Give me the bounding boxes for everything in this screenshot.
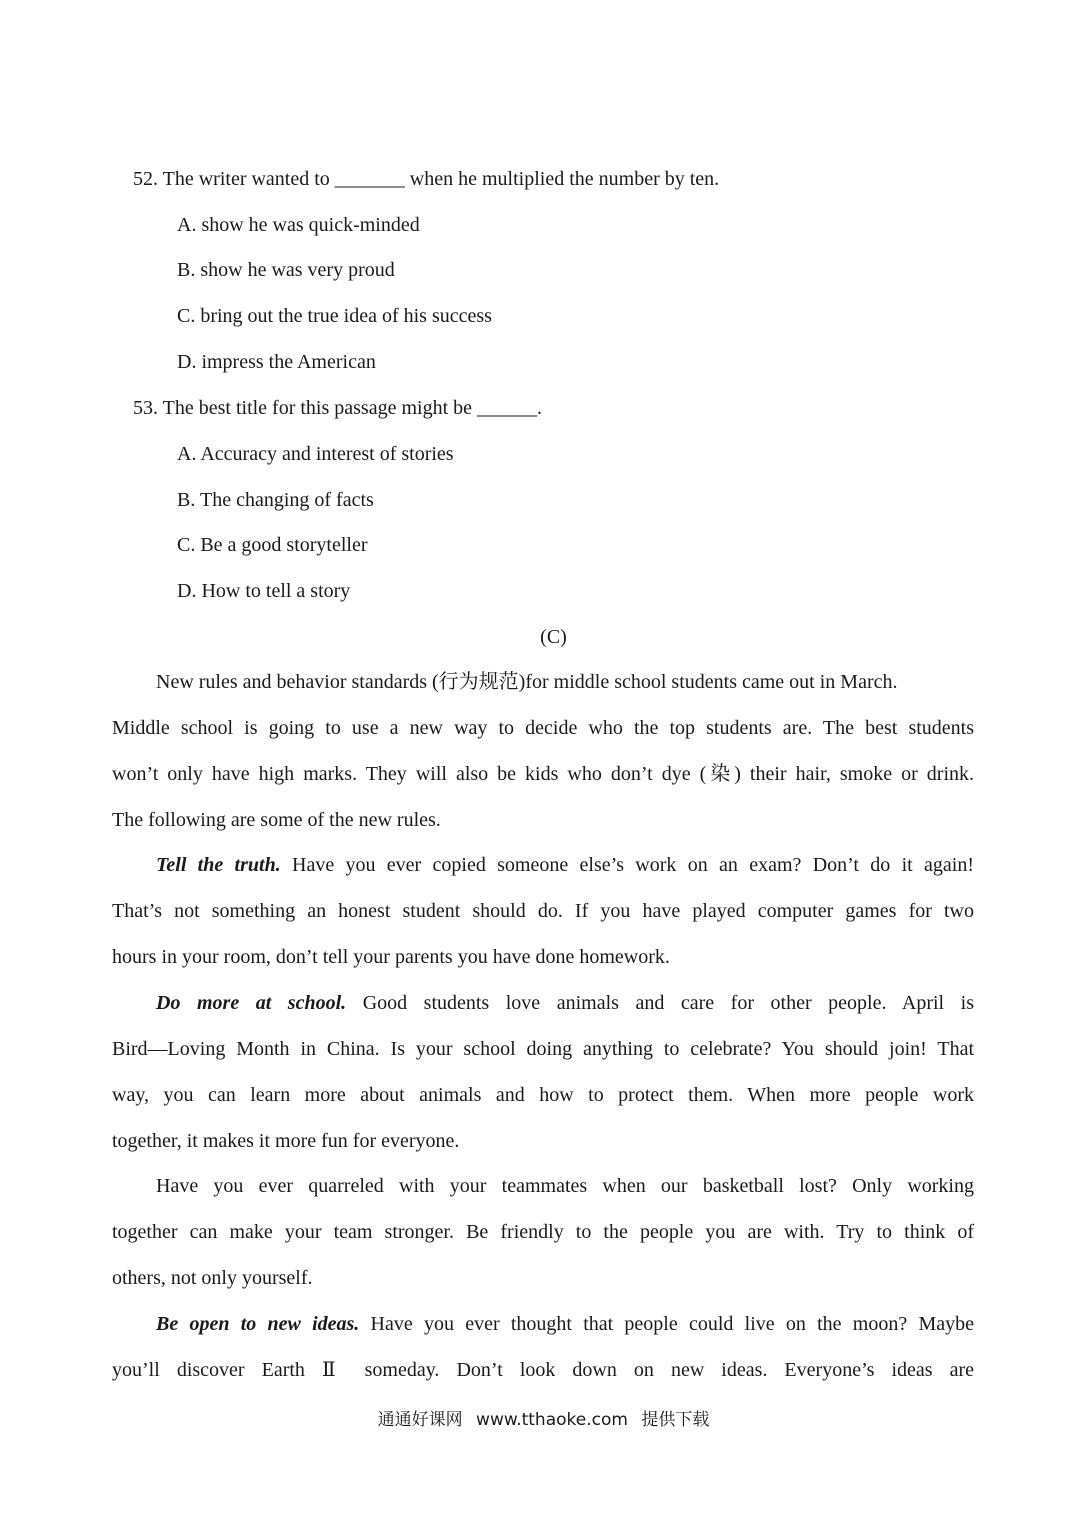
passage-paragraph-3 (112, 980, 974, 1164)
passage-p1-line-3: won’t only have high marks. They will also be kids who don’t dye (染) their hair, smoke or drink. (112, 763, 974, 785)
footer-site-name: 通通好课网 (377, 1410, 463, 1430)
passage-p5-line-2: you’ll discover Earth Ⅱ someday. Don’t look down on new ideas. Everyone’s ideas are (112, 1359, 974, 1381)
page-footer (0, 1409, 1087, 1431)
passage-p2-line-1 (112, 842, 974, 888)
passage-p4-line-3: others, not only yourself. (112, 1267, 313, 1289)
passage-p2-line-1-text: Have you ever copied someone else’s work on an exam? Don’t do it again! (280, 854, 974, 876)
question-52-option-c: C. bring out the true idea of his success (177, 305, 492, 327)
passage-paragraph-2 (112, 842, 974, 980)
passage-paragraph-4 (112, 1163, 974, 1301)
passage-p3-lead: Do more at school. (156, 992, 347, 1014)
passage-p2-line-3: hours in your room, don’t tell your parents you have done homework. (112, 946, 670, 968)
question-53-option-d: D. How to tell a story (177, 580, 351, 602)
question-53-option-a: A. Accuracy and interest of stories (177, 443, 454, 465)
footer-suffix: 提供下载 (641, 1410, 710, 1430)
question-53-option-c: C. Be a good storyteller (177, 534, 368, 556)
passage-p4-line-1: Have you ever quarreled with your teammates when our basketball lost? Only working (156, 1175, 974, 1197)
passage-p2-line-2: That’s not something an honest student should do. If you have played computer games for two (112, 900, 974, 922)
passage-p1-line-4: The following are some of the new rules. (112, 809, 441, 831)
passage-p2-lead: Tell the truth. (156, 854, 281, 876)
question-53-stem: 53. The best title for this passage might be ______. (133, 397, 543, 419)
passage-p3-line-2: Bird—Loving Month in China. Is your school doing anything to celebrate? You should join! That (112, 1038, 974, 1060)
passage-paragraph-1 (112, 659, 974, 843)
question-52-option-a: A. show he was quick-minded (177, 214, 420, 236)
passage-p1-line-1: New rules and behavior standards (行为规范)for middle school students came out in March. (156, 671, 898, 693)
passage-p5-line-1 (112, 1301, 974, 1347)
passage-p4-line-2: together can make your team stronger. Be friendly to the people you are with. Try to think of (112, 1221, 974, 1243)
passage-p1-line-2: Middle school is going to use a new way to decide who the top students are. The best students (112, 717, 974, 739)
section-label: (C) (540, 626, 567, 648)
question-52-stem: 52. The writer wanted to _______ when he multiplied the number by ten. (133, 168, 720, 190)
passage-p5-line-1-text: Have you ever thought that people could live on the moon? Maybe (359, 1313, 974, 1335)
passage-paragraph-5 (112, 1301, 974, 1393)
passage-p3-line-1-text: Good students love animals and care for other people. April is (346, 992, 974, 1014)
question-53-option-b: B. The changing of facts (177, 489, 374, 511)
footer-url: www.tthaoke.com (476, 1410, 628, 1430)
passage-p3-line-3: way, you can learn more about animals and how to protect them. When more people work (112, 1084, 974, 1106)
passage-p3-line-1 (112, 980, 974, 1026)
passage-p3-line-4: together, it makes it more fun for everyone. (112, 1130, 460, 1152)
question-52-option-b: B. show he was very proud (177, 259, 395, 281)
passage-p5-lead: Be open to new ideas. (156, 1313, 360, 1335)
question-52-option-d: D. impress the American (177, 351, 376, 373)
